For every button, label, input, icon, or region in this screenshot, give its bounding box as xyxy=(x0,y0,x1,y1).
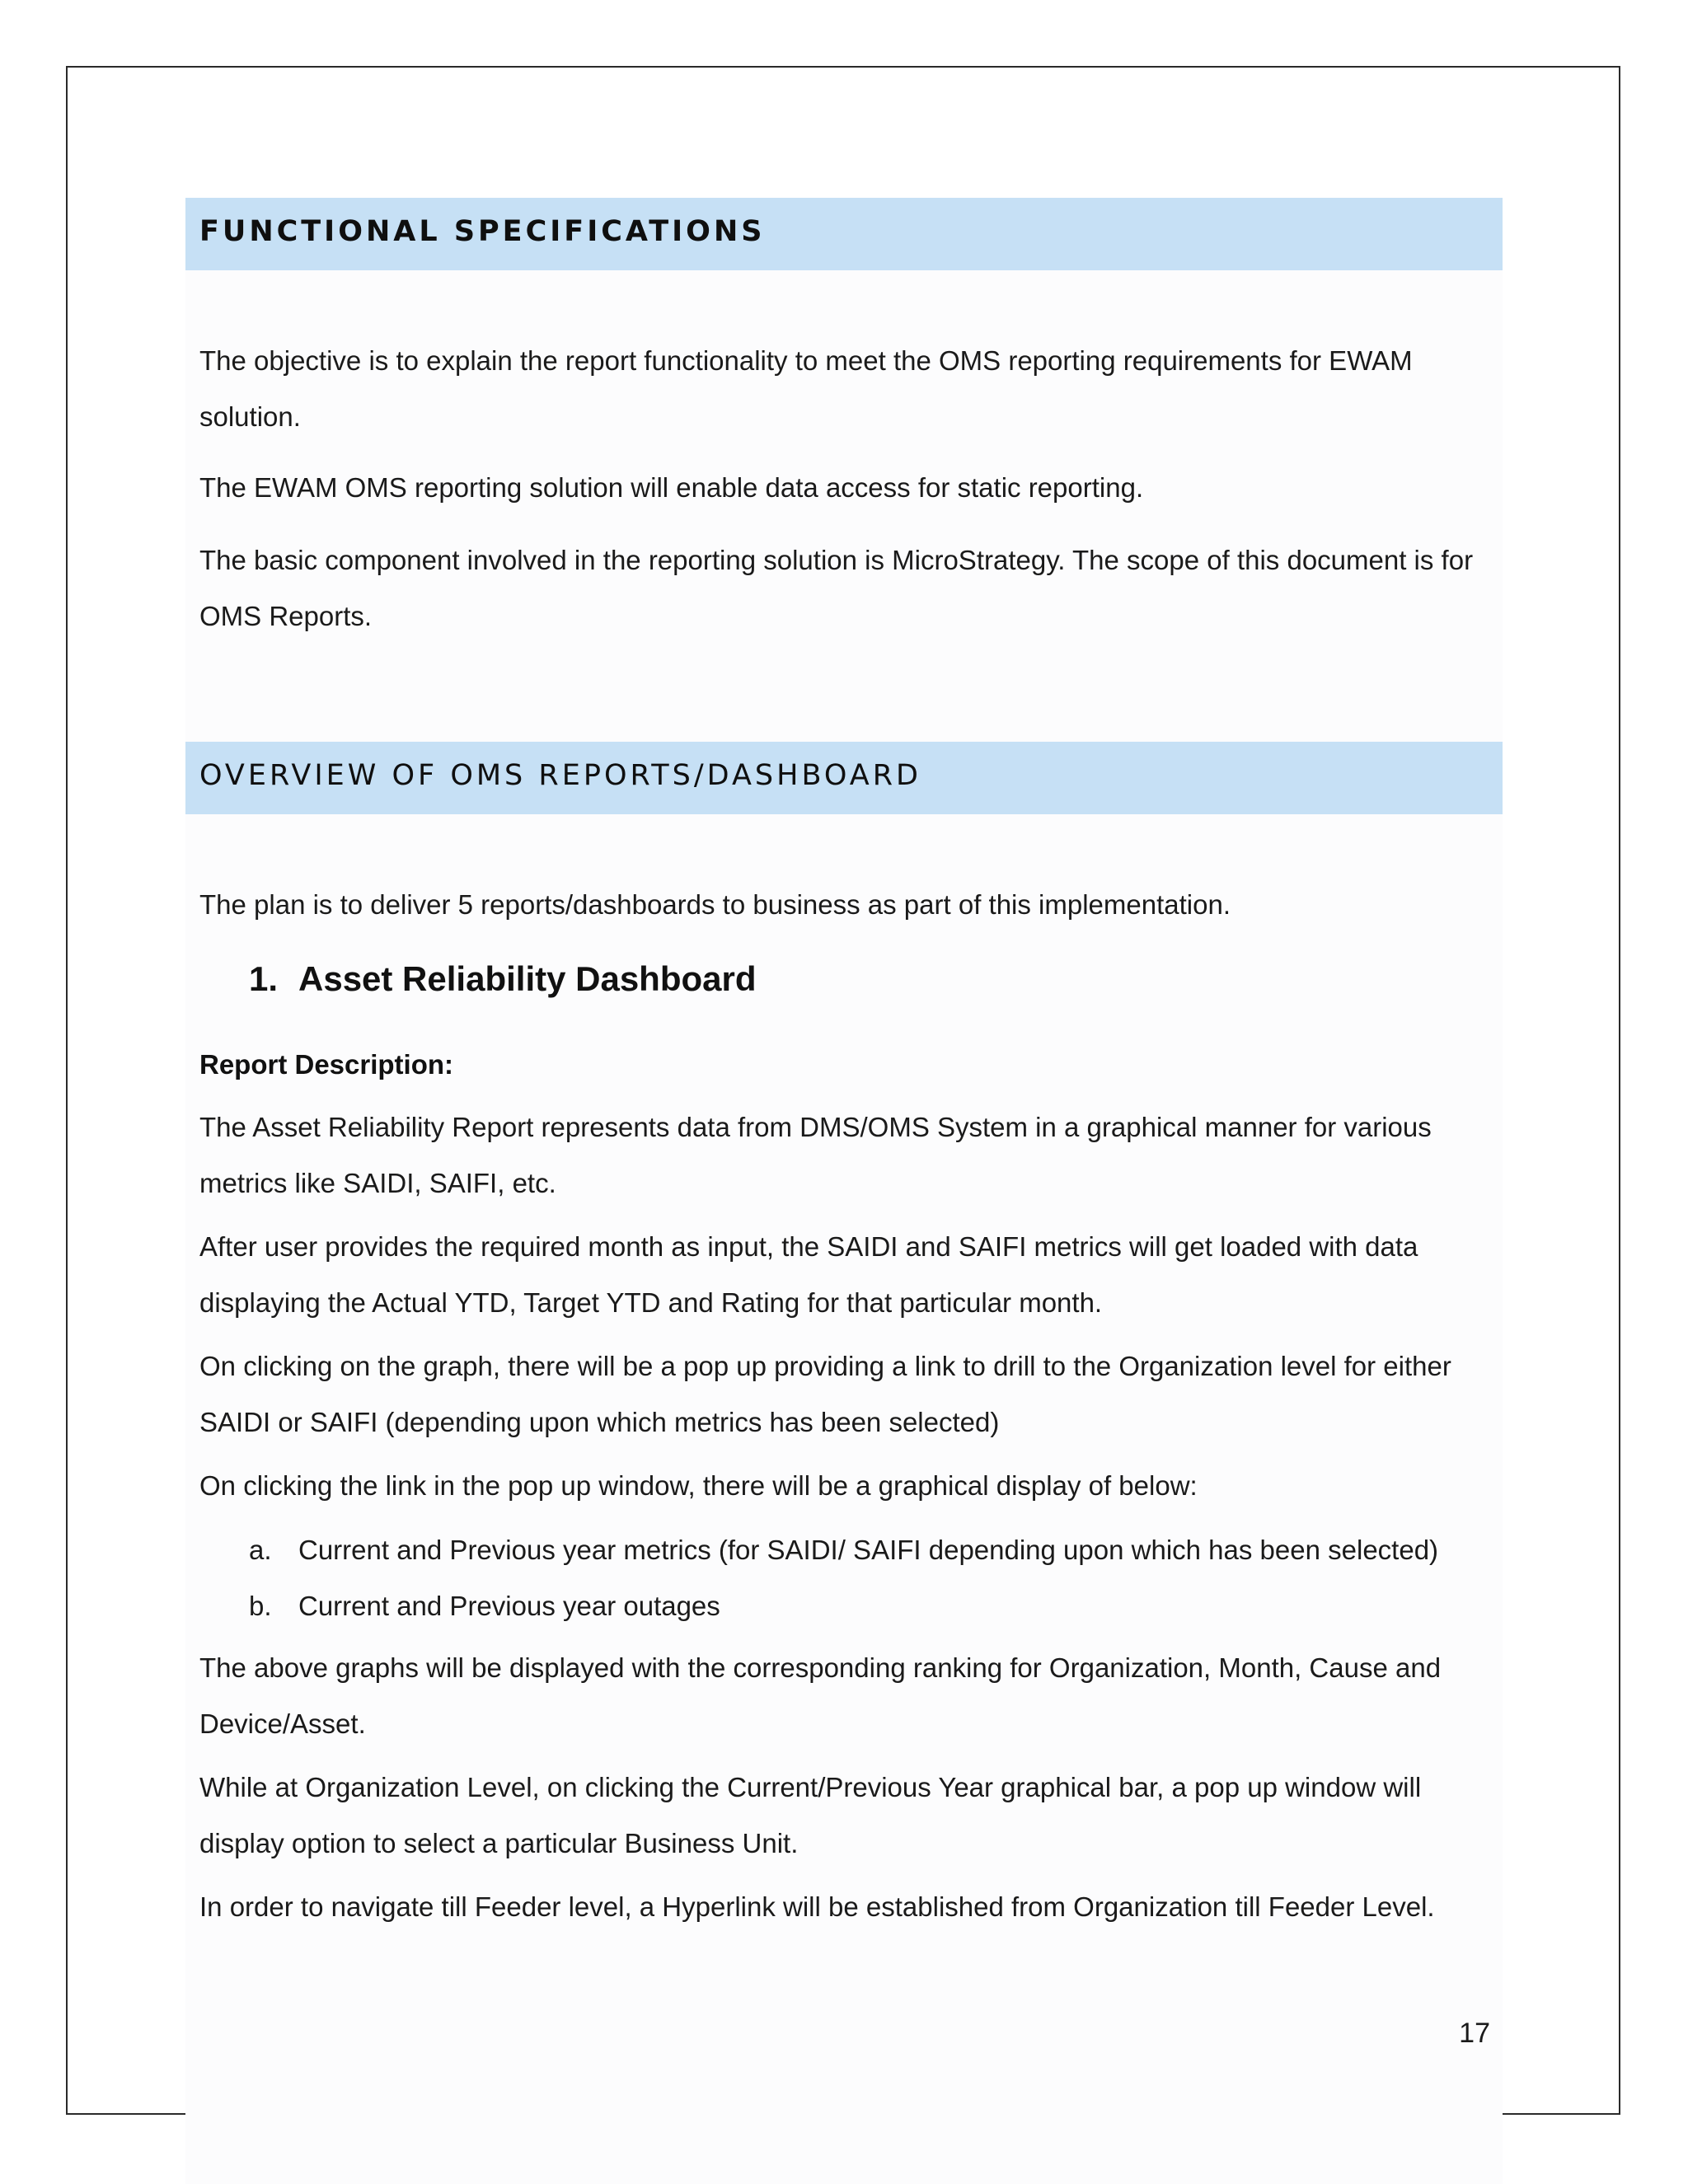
description-paragraph-1: The Asset Reliability Report represents data from DMS/OMS System in a graphical manner for various metrics like SAIDI, SAIFI, etc. xyxy=(199,1112,1432,1198)
heading-number: 1. xyxy=(249,959,279,998)
report-description-label: Report Description: xyxy=(199,1049,454,1080)
heading-title: Asset Reliability Dashboard xyxy=(298,959,757,998)
objective-paragraph: The objective is to explain the report functionality to meet the OMS reporting requirements for EWAM solution. xyxy=(199,345,1413,432)
description-paragraph-3: On clicking on the graph, there will be a pop up providing a link to drill to the Organization level for either SAIDI or SAIFI (depending upon which metrics has been selected) xyxy=(199,1351,1451,1437)
list-marker: b. xyxy=(249,1591,272,1621)
list-item-b xyxy=(249,1591,720,1622)
list-text: Current and Previous year outages xyxy=(298,1591,720,1621)
overview-heading: OVERVIEW OF OMS REPORTS/DASHBOARD xyxy=(199,759,922,792)
scope-paragraph: The basic component involved in the reporting solution is MicroStrategy. The scope of this document is for OMS Reports. xyxy=(199,545,1474,631)
asset-reliability-dashboard-heading xyxy=(249,959,757,999)
list-text: Current and Previous year metrics (for SAIDI/ SAIFI depending upon which has been selected) xyxy=(298,1535,1439,1565)
overview-heading-band xyxy=(185,742,1503,814)
page-number: 17 xyxy=(1459,2018,1490,2049)
list-marker: a. xyxy=(249,1535,272,1565)
functional-specifications-heading-band xyxy=(185,198,1503,270)
description-paragraph-2: After user provides the required month as input, the SAIDI and SAIFI metrics will get loaded with data displaying the Actual YTD, Target YTD and Rating for that particular month. xyxy=(199,1231,1418,1318)
feeder-level-paragraph: In order to navigate till Feeder level, a Hyperlink will be established from Organization till Feeder Level. xyxy=(199,1891,1435,1922)
list-item-a xyxy=(249,1535,1438,1566)
data-access-paragraph: The EWAM OMS reporting solution will enable data access for static reporting. xyxy=(199,472,1144,503)
plan-paragraph: The plan is to deliver 5 reports/dashboards to business as part of this implementation. xyxy=(199,889,1231,920)
organization-level-paragraph: While at Organization Level, on clicking the Current/Previous Year graphical bar, a pop up window will display option to select a particular Business Unit. xyxy=(199,1772,1422,1858)
description-paragraph-4: On clicking the link in the pop up window, there will be a graphical display of below: xyxy=(199,1470,1198,1501)
functional-specifications-heading: FUNCTIONAL SPECIFICATIONS xyxy=(199,215,766,248)
ranking-paragraph: The above graphs will be displayed with the corresponding ranking for Organization, Month, Cause and Device/Asset. xyxy=(199,1652,1442,1739)
